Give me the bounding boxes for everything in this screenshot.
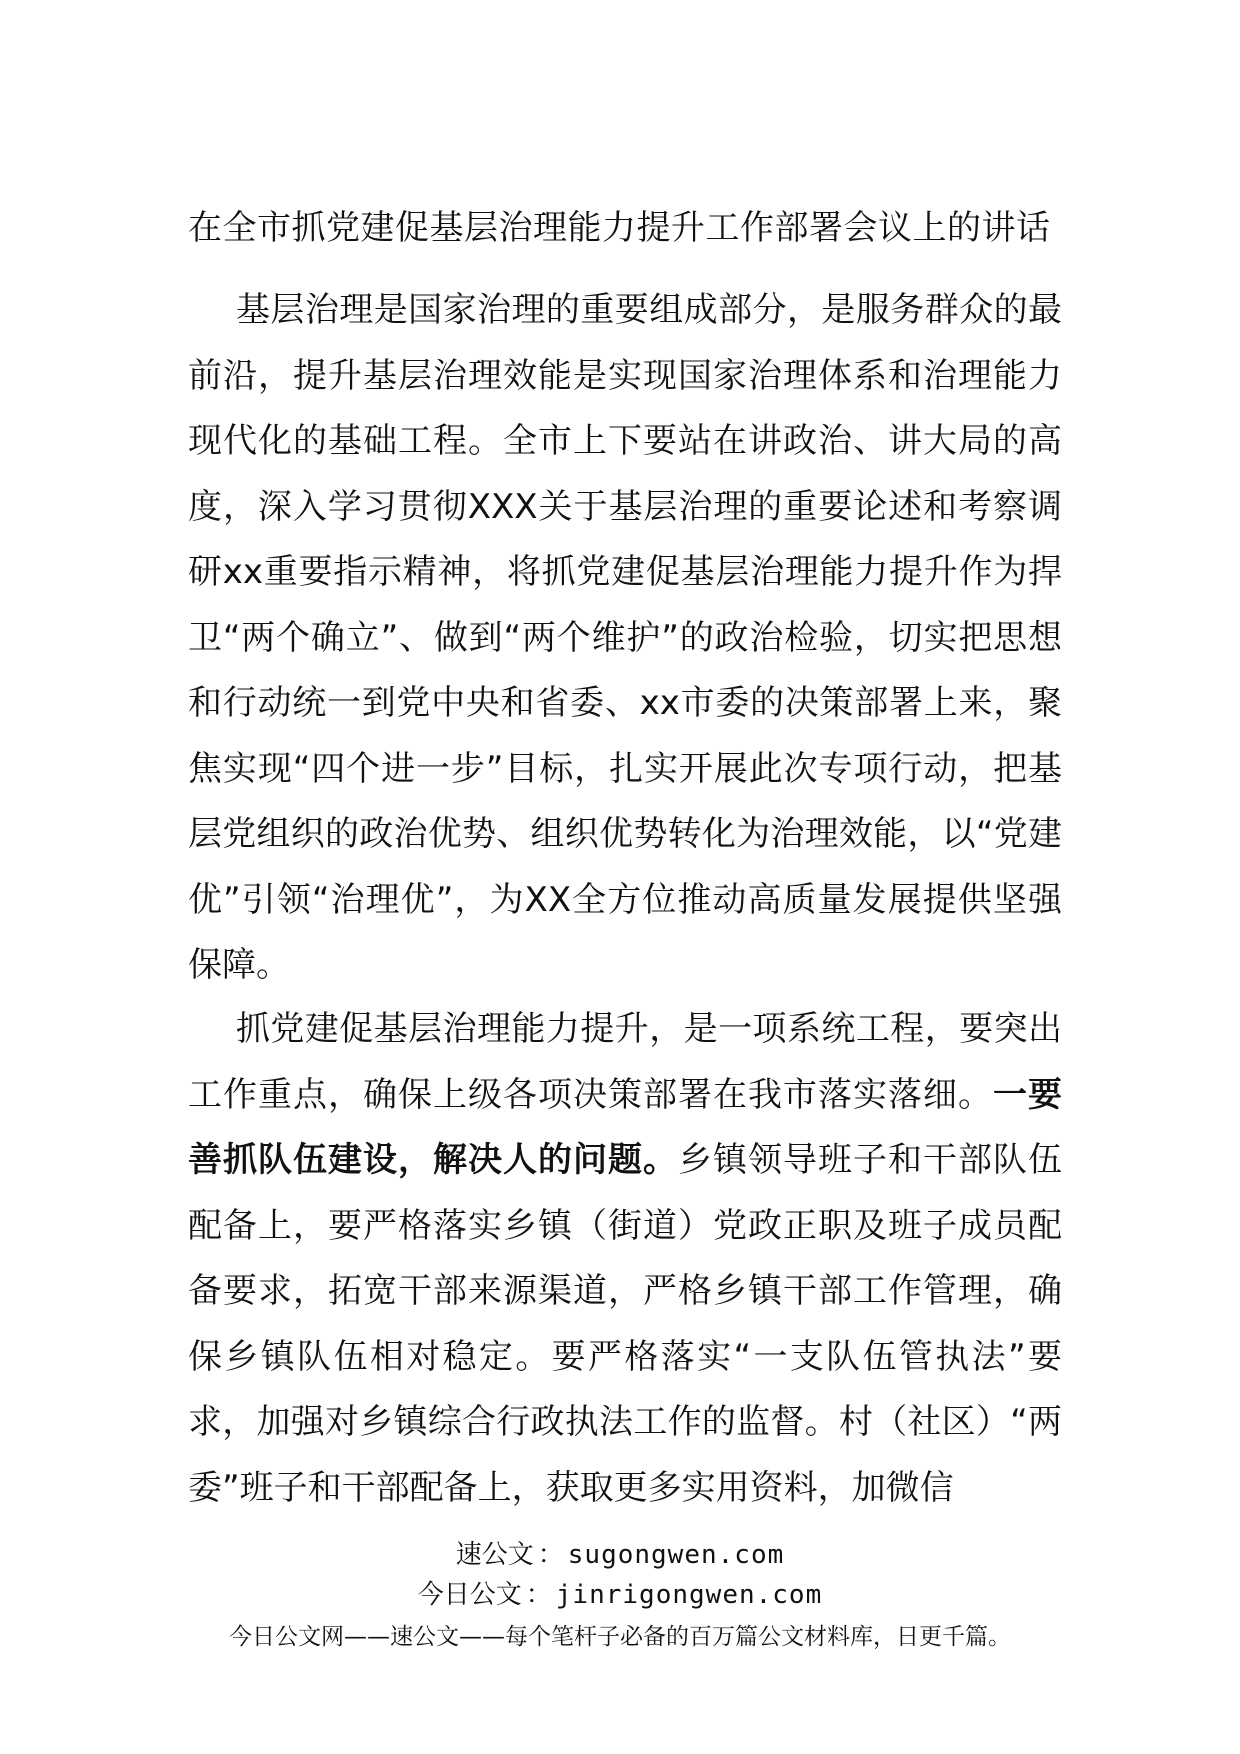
footer-sugongwen-url[interactable]: sugongwen.com: [567, 1540, 785, 1570]
footer-jinrigongwen-label: 今日公文: [417, 1580, 522, 1610]
paragraph-2-intro: 抓党建促基层治理能力提升，是一项系统工程，要突出工作重点，确保上级各项决策部署在我市落实落细。: [188, 1009, 1062, 1115]
footer-jinrigongwen-url[interactable]: jinrigongwen.com: [555, 1580, 823, 1610]
footer-jinrigongwen: [0, 1578, 1240, 1612]
footer-slogan: 今日公文网——速公文——每个笔杆子必备的百万篇公文材料库，日更千篇。: [229, 1624, 1011, 1650]
paragraph-2-rest: 乡镇领导班子和干部队伍配备上，要严格落实乡镇（街道）党政正职及班子成员配备要求，拓宽干部来源渠道，严格乡镇干部工作管理，确保乡镇队伍相对稳定。要严格落实“一支队伍管执法”要求，加强对乡镇综合行政执法工作的监督。村（社区）“两委”班子和干部配备上，获取更多实用资料，加微信: [188, 1140, 1062, 1508]
document-title: 在全市抓党建促基层治理能力提升工作部署会议上的讲话: [188, 208, 1051, 248]
footer-sugongwen: [0, 1538, 1240, 1572]
footer-sugongwen-label: 速公文: [455, 1540, 534, 1570]
footer-sugongwen-colon: ：: [537, 1540, 564, 1570]
paragraph-2-bold-heading: 一要善抓队伍建设，解决人的问题。: [188, 1074, 1062, 1180]
body-paragraph-2: [188, 997, 1062, 1521]
body-paragraph-1: 基层治理是国家治理的重要组成部分，是服务群众的最前沿，提升基层治理效能是实现国家治理体系和治理能力现代化的基础工程。全市上下要站在讲政治、讲大局的高度，深入学习贯彻XXX关于基层治理的重要论述和考察调研xx重要指示精神，将抓党建促基层治理能力提升作为捍卫“两个确立”、做到“两个维护”的政治检验，切实把思想和行动统一到党中央和省委、xx市委的决策部署上来，聚焦实现“四个进一步”目标，扎实开展此次专项行动，把基层党组织的政治优势、组织优势转化为治理效能，以“党建优”引领“治理优”，为XX全方位推动高质量发展提供坚强保障。: [188, 290, 1062, 985]
footer-jinrigongwen-colon: ：: [525, 1580, 552, 1610]
